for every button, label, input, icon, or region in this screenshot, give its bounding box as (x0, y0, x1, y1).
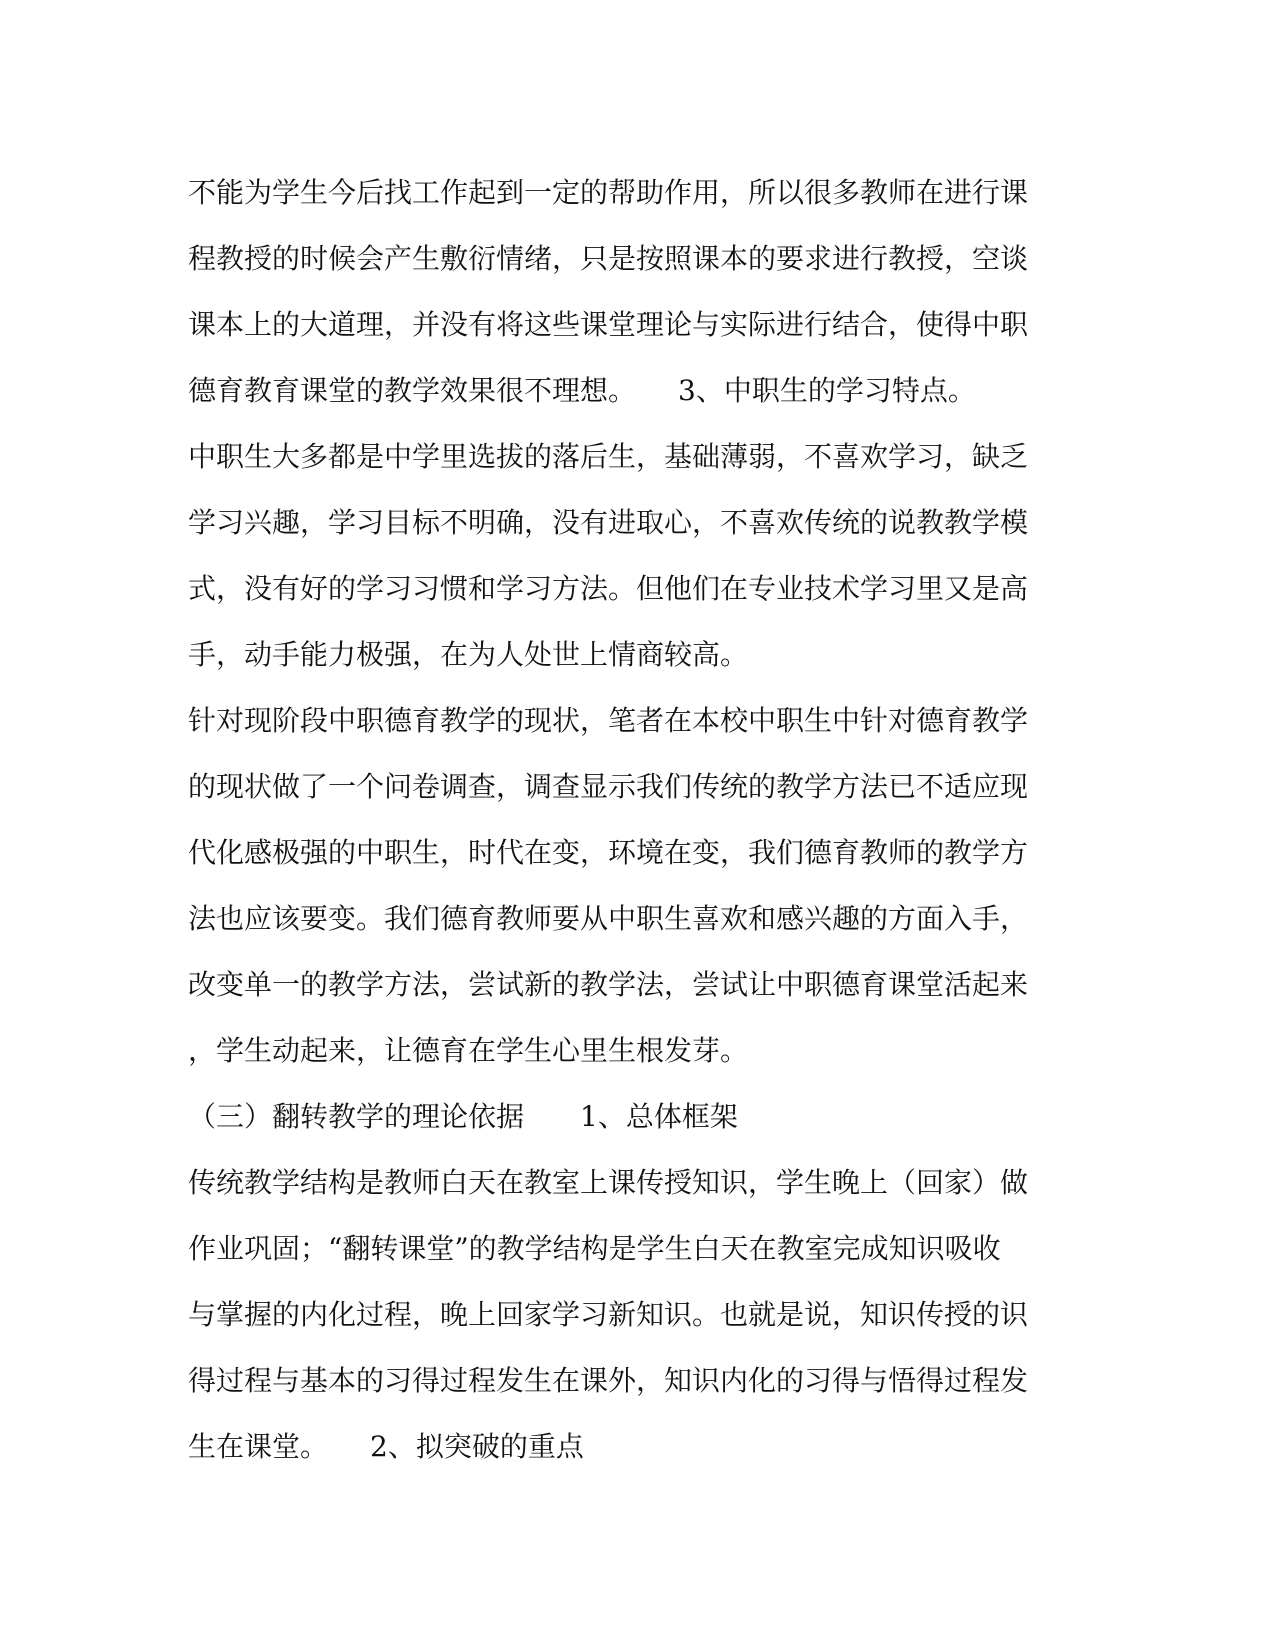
text-line: 德育教育课堂的教学效果很不理想。 3、中职生的学习特点。 (188, 374, 976, 407)
text-line: 法也应该要变。我们德育教师要从中职生喜欢和感兴趣的方面入手， (188, 902, 1029, 935)
section-heading-line: （三）翻转教学的理论依据 1、总体框架 (188, 1100, 738, 1133)
document-page (188, 160, 1068, 1480)
text-line: ，学生动起来，让德育在学生心里生根发芽。 (188, 1034, 749, 1067)
text-line: 式，没有好的学习习惯和学习方法。但他们在专业技术学习里又是高 (188, 572, 1029, 605)
text-line: 得过程与基本的习得过程发生在课外，知识内化的习得与悟得过程发 (188, 1364, 1029, 1397)
text-line: 针对现阶段中职德育教学的现状，笔者在本校中职生中针对德育教学 (188, 704, 1029, 737)
text-line: 传统教学结构是教师白天在教室上课传授知识，学生晚上（回家）做 (188, 1166, 1029, 1199)
text-line: 程教授的时候会产生敷衍情绪，只是按照课本的要求进行教授，空谈 (188, 242, 1029, 275)
text-line: 改变单一的教学方法，尝试新的教学法，尝试让中职德育课堂活起来 (188, 968, 1029, 1001)
text-line: 与掌握的内化过程，晚上回家学习新知识。也就是说，知识传授的识 (188, 1298, 1029, 1331)
text-line: 手，动手能力极强，在为人处世上情商较高。 (188, 638, 749, 671)
text-line: 代化感极强的中职生，时代在变，环境在变，我们德育教师的教学方 (188, 836, 1029, 869)
text-line: 作业巩固；“翻转课堂”的教学结构是学生白天在教室完成知识吸收 (188, 1232, 1001, 1265)
text-line: 课本上的大道理，并没有将这些课堂理论与实际进行结合，使得中职 (188, 308, 1029, 341)
text-line: 学习兴趣，学习目标不明确，没有进取心，不喜欢传统的说教教学模 (188, 506, 1029, 539)
text-line: 的现状做了一个问卷调查，调查显示我们传统的教学方法已不适应现 (188, 770, 1029, 803)
text-line: 中职生大多都是中学里选拔的落后生，基础薄弱，不喜欢学习，缺乏 (188, 440, 1029, 473)
text-line: 生在课堂。 2、拟突破的重点 (188, 1430, 584, 1463)
text-line: 不能为学生今后找工作起到一定的帮助作用，所以很多教师在进行课 (188, 176, 1029, 209)
